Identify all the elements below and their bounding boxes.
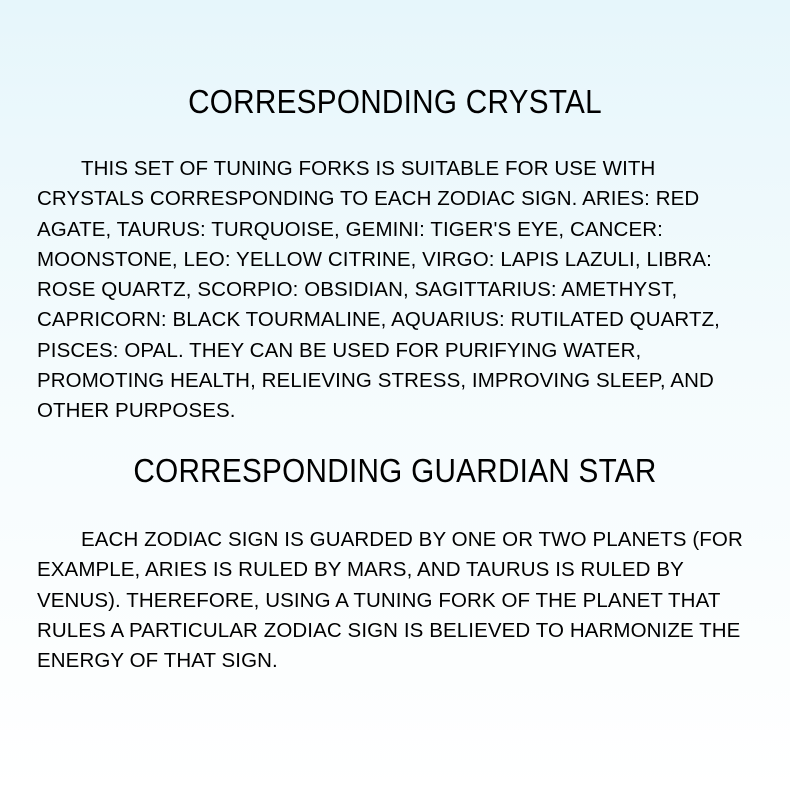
crystal-section	[37, 83, 753, 427]
guardian-star-description: EACH ZODIAC SIGN IS GUARDED BY ONE OR TWO PLANETS (FOR EXAMPLE, ARIES IS RULED BY MARS, AND TAURUS IS RULED BY VENUS). THEREFORE, USING A TUNING FORK OF THE PLANET THAT RULES A PARTICULAR ZODIAC SIGN IS BELIEVED TO HARMONIZE THE ENERGY OF THAT SIGN.	[37, 528, 743, 673]
guardian-star-heading: CORRESPONDING GUARDIAN STAR	[133, 452, 657, 489]
guardian-star-section	[37, 452, 753, 676]
crystal-description: THIS SET OF TUNING FORKS IS SUITABLE FOR USE WITH CRYSTALS CORRESPONDING TO EACH ZODIAC SIGN. ARIES: RED AGATE, TAURUS: TURQUOISE, GEMINI: TIGER'S EYE, CANCER: MOONSTONE, LEO: YELLOW CITRINE, VIRGO: LAPIS LAZULI, LIBRA: ROSE QUARTZ, SCORPIO: OBSIDIAN, SAGITTARIUS: AMETHYST, CAPRICORN: BLACK TOURMALINE, AQUARIUS: RUTILATED QUARTZ, PISCES: OPAL. THEY CAN BE USED FOR PURIFYING WATER, PROMOTING HEALTH, RELIEVING STRESS, IMPROVING SLEEP, AND OTHER PURPOSES.	[37, 157, 720, 423]
crystal-heading: CORRESPONDING CRYSTAL	[188, 83, 602, 120]
